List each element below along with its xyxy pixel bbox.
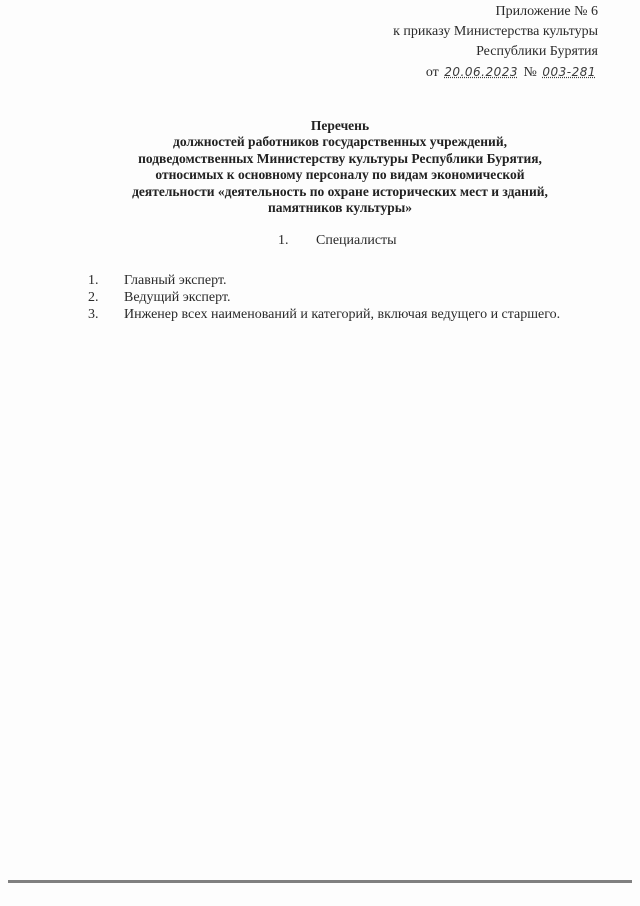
handwritten-order-number: 003-281	[542, 65, 596, 79]
date-prefix: от	[425, 65, 439, 80]
number-sign: №	[523, 65, 537, 80]
section-heading	[278, 232, 397, 250]
document-title	[60, 118, 620, 216]
item-text: Ведущий эксперт.	[124, 290, 231, 305]
appendix-header	[298, 2, 598, 83]
handwritten-date: 20.06.2023	[444, 65, 518, 79]
title-line: должностей работников государственных учреждений,	[173, 134, 507, 150]
list-item	[88, 272, 560, 289]
title-line: подведомственных Министерству культуры Республики Бурятия,	[138, 150, 542, 166]
list-item	[88, 306, 560, 323]
section-number: 1.	[278, 233, 289, 248]
scan-bottom-edge	[8, 880, 632, 883]
title-heading: Перечень	[310, 118, 370, 133]
item-number: 2.	[88, 290, 99, 305]
list-item	[88, 289, 560, 306]
item-number: 1.	[88, 273, 99, 288]
title-line: относимых к основному персоналу по видам экономической	[155, 167, 525, 183]
republic-name: Республики Бурятия	[476, 44, 598, 59]
order-date-line	[298, 62, 598, 83]
order-reference: к приказу Министерства культуры	[393, 24, 598, 39]
item-text: Инженер всех наименований и категорий, включая ведущего и старшего.	[124, 307, 561, 322]
item-text: Главный эксперт.	[124, 273, 227, 288]
positions-list	[88, 272, 560, 323]
title-line: памятников культуры»	[267, 200, 413, 216]
item-number: 3.	[88, 307, 99, 322]
title-line: деятельности «деятельность по охране исторических мест и зданий,	[132, 183, 548, 199]
section-label: Специалисты	[316, 233, 397, 248]
appendix-number: Приложение № 6	[495, 4, 598, 19]
